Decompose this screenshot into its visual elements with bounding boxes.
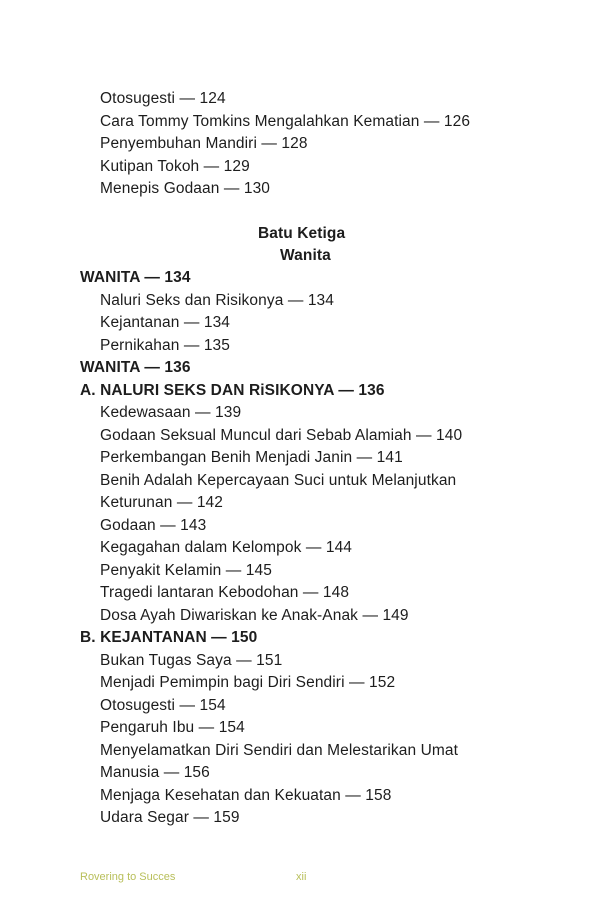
- toc-entry: Kegagahan dalam Kelompok — 144: [100, 539, 353, 556]
- toc-entry: Penyembuhan Mandiri — 128: [100, 135, 308, 152]
- toc-entry: Keturunan — 142: [100, 494, 224, 511]
- part-title: Batu Ketiga: [258, 225, 346, 242]
- part-subtitle: Wanita: [280, 247, 331, 264]
- toc-entry: Pengaruh Ibu — 154: [100, 719, 245, 736]
- section-heading: A. NALURI SEKS DAN RiSIKONYA — 136: [80, 382, 385, 399]
- toc-entry: Menjadi Pemimpin bagi Diri Sendiri — 152: [100, 674, 396, 691]
- section-heading: B. KEJANTANAN — 150: [80, 629, 258, 646]
- toc-entry: Otosugesti — 124: [100, 90, 226, 107]
- chapter-heading: WANITA — 136: [80, 359, 191, 376]
- toc-entry: Benih Adalah Kepercayaan Suci untuk Melanjutkan: [100, 472, 457, 489]
- toc-entry: Kedewasaan — 139: [100, 404, 242, 421]
- toc-entry: Godaan — 143: [100, 517, 207, 534]
- toc-entry: Kejantanan — 134: [100, 314, 231, 331]
- toc-entry: Pernikahan — 135: [100, 337, 230, 354]
- chapter-heading: WANITA — 134: [80, 269, 191, 286]
- footer-book-title: Rovering to Succes: [80, 871, 176, 883]
- toc-entry: Tragedi lantaran Kebodohan — 148: [100, 584, 350, 601]
- toc-entry: Naluri Seks dan Risikonya — 134: [100, 292, 334, 309]
- toc-entry: Udara Segar — 159: [100, 809, 240, 826]
- toc-entry: Menjaga Kesehatan dan Kekuatan — 158: [100, 787, 392, 804]
- toc-entry: Otosugesti — 154: [100, 697, 226, 714]
- toc-entry: Cara Tommy Tomkins Mengalahkan Kematian — 126: [100, 113, 471, 130]
- toc-entry: Godaan Seksual Muncul dari Sebab Alamiah — 140: [100, 427, 463, 444]
- toc-entry: Menepis Godaan — 130: [100, 180, 271, 197]
- toc-entry: Kutipan Tokoh — 129: [100, 158, 250, 175]
- toc-entry: Manusia — 156: [100, 764, 210, 781]
- toc-entry: Perkembangan Benih Menjadi Janin — 141: [100, 449, 403, 466]
- footer-page-number: xii: [296, 871, 307, 883]
- toc-entry: Dosa Ayah Diwariskan ke Anak-Anak — 149: [100, 607, 409, 624]
- toc-entry: Bukan Tugas Saya — 151: [100, 652, 283, 669]
- toc-entry: Penyakit Kelamin — 145: [100, 562, 272, 579]
- toc-entry: Menyelamatkan Diri Sendiri dan Melestarikan Umat: [100, 742, 458, 759]
